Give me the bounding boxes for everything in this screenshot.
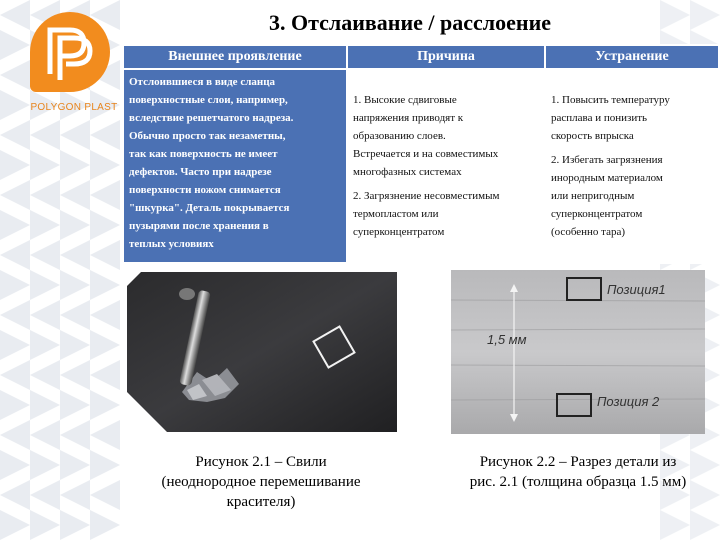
manifestation-line: пузырями после хранения в (129, 220, 269, 232)
manifestation-line: Обычно просто так незаметны, (129, 130, 286, 142)
cause-line: напряжения приводят к (353, 112, 464, 124)
logo-mark (30, 12, 110, 92)
header-cause: Причина (347, 45, 545, 69)
figure-2-2-caption (440, 452, 716, 492)
cause-line: многофазных системах (353, 166, 462, 178)
table-row (123, 69, 719, 263)
cause-cell (347, 69, 545, 263)
remedy-line: суперконцентратом (551, 208, 643, 220)
defect-table (122, 44, 720, 264)
table-header-row (123, 45, 719, 69)
slide-title: 3. Отслаивание / расслоение (268, 10, 552, 35)
manifestation-line: поверхностные слои, например, (129, 94, 288, 106)
cause-line: суперконцентратом (353, 226, 445, 238)
manifestation-line: дефектов. Часто при надрезе (129, 166, 272, 178)
manifestation-line: теплых условиях (129, 238, 214, 250)
cause-line: Встречается и на совместимых (353, 148, 499, 160)
remedy-line: (особенно тара) (551, 226, 626, 238)
manifestation-line: поверхности ножом снимается (129, 184, 281, 196)
cause-line: 1. Высокие сдвиговые (353, 94, 457, 106)
remedy-line: расплава и понизить (551, 112, 648, 124)
manifestation-line: так как поверхность не имеет (129, 148, 278, 160)
manifestation-line: Отслоившиеся в виде сланца (129, 76, 276, 88)
remedy-line: скорость впрыска (551, 130, 634, 142)
cause-line: образованию слоев. (353, 130, 446, 142)
caption-line: Рисунок 2.2 – Разрез детали из (479, 454, 677, 470)
thickness-label: 1,5 мм (487, 332, 527, 347)
header-manifestation: Внешнее проявление (123, 45, 347, 69)
remedy-line: инородным материалом (551, 172, 663, 184)
remedy-cell (545, 69, 719, 263)
remedy-line: 1. Повысить температуру (551, 94, 670, 106)
figure-2-2-photo (451, 270, 705, 434)
figure-2-1-caption (126, 452, 396, 512)
caption-line: красителя) (226, 494, 296, 510)
caption-line: (неоднородное перемешивание (161, 474, 361, 490)
cause-line: 2. Загрязнение несовместимым (353, 190, 500, 202)
caption-line: рис. 2.1 (толщина образца 1.5 мм) (469, 474, 687, 490)
cause-line: термопластом или (353, 208, 439, 220)
header-remedy: Устранение (545, 45, 719, 69)
remedy-line: 2. Избегать загрязнения (551, 154, 663, 166)
caption-line: Рисунок 2.1 – Свили (195, 454, 327, 470)
manifestation-line: "шкурка". Деталь покрывается (129, 202, 290, 214)
remedy-line: или непригодным (551, 190, 635, 202)
logo-text: POLYGON PLAST (30, 102, 118, 113)
manifestation-cell (123, 69, 347, 263)
company-logo (26, 12, 118, 120)
position-2-label: Позиция 2 (597, 394, 660, 409)
figure-2-1-photo (127, 272, 397, 432)
logo-pp-icon (30, 12, 110, 92)
manifestation-line: вследствие решетчатого надреза. (129, 112, 294, 124)
position-1-label: Позиция1 (607, 282, 666, 297)
